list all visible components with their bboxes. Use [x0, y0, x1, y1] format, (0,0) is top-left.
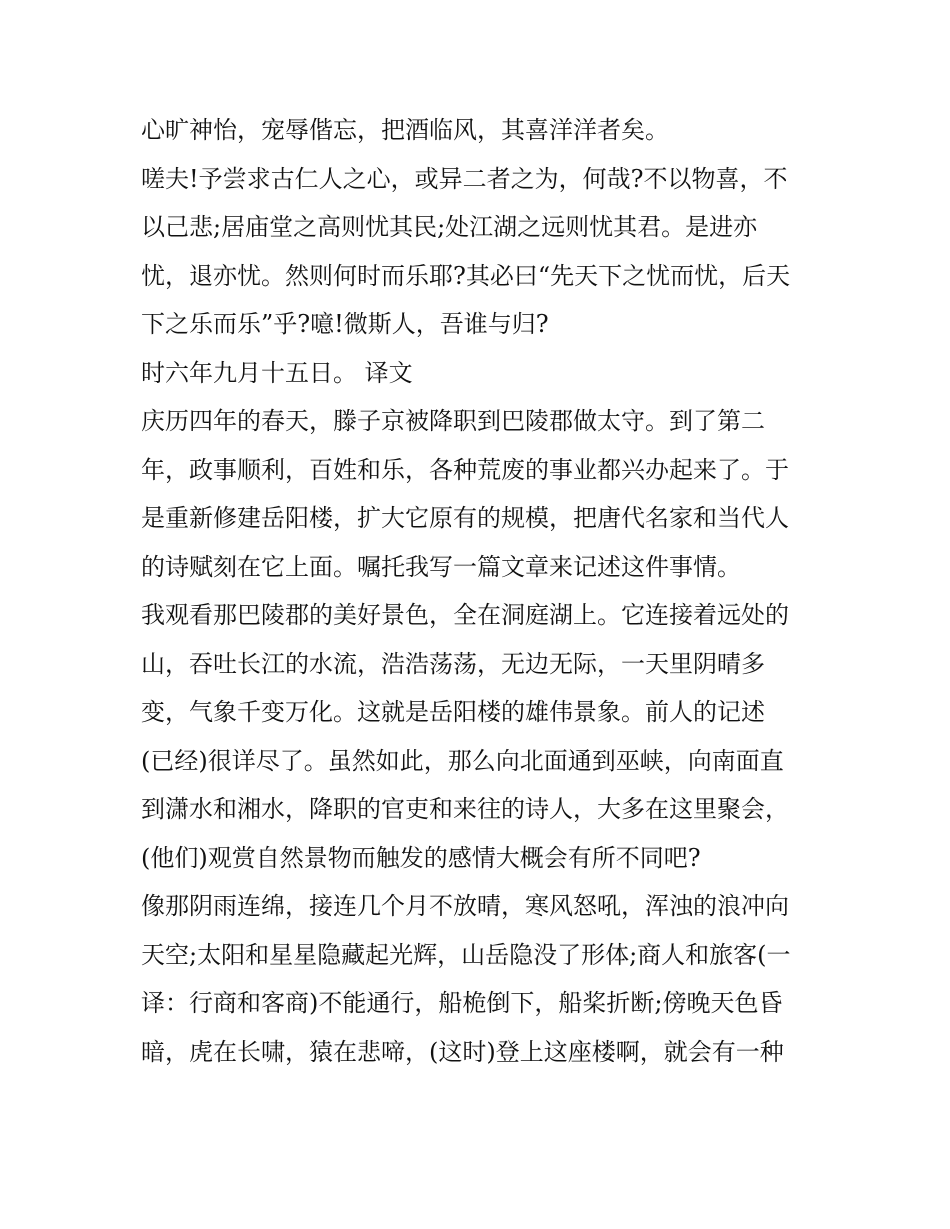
text-line: 我观看那巴陵郡的美好景色，全在洞庭湖上。它连接着远处的 [141, 601, 789, 629]
text-line: 暗，虎在长啸，猿在悲啼，(这时)登上这座楼啊，就会有一种 [141, 1037, 784, 1066]
text-line: 庆历四年的春天，滕子京被降职到巴陵郡做太守。到了第二 [141, 407, 765, 435]
text-line: 到潇水和湘水，降职的官吏和来往的诗人，大多在这里聚会， [141, 795, 789, 823]
text-line: 心旷神怡，宠辱偕忘，把酒临风，其喜洋洋者矣。 [141, 116, 669, 144]
text-line: 变，气象千变万化。这就是岳阳楼的雄伟景象。前人的记述 [141, 698, 765, 726]
text-line: 时六年九月十五日。 译文 [141, 358, 413, 387]
text-line: 忧，退亦忧。然则何时而乐耶?其必曰“先天下之忧而忧，后天 [141, 261, 791, 290]
text-line: 山，吞吐长江的水流，浩浩荡荡，无边无际，一天里阴晴多 [141, 649, 765, 678]
text-line: 是重新修建岳阳楼，扩大它原有的规模，把唐代名家和当代人 [141, 504, 789, 532]
text-line: (他们)观赏自然景物而触发的感情大概会有所不同吧? [141, 843, 701, 872]
text-line: 年，政事顺利，百姓和乐，各种荒废的事业都兴办起来了。于 [141, 455, 789, 484]
text-line: 以己悲;居庙堂之高则忧其民;处江湖之远则忧其君。是进亦 [141, 213, 758, 241]
text-line: (已经)很详尽了。虽然如此，那么向北面通到巫峡，向南面直 [141, 746, 784, 775]
text-line: 嗟夫!予尝求古仁人之心，或异二者之为，何哉?不以物喜，不 [141, 164, 788, 193]
text-line: 天空;太阳和星星隐藏起光辉，山岳隐没了形体;商人和旅客(一 [141, 940, 791, 969]
text-line: 像那阴雨连绵，接连几个月不放晴，寒风怒吼，浑浊的浪冲向 [141, 892, 789, 920]
body-text [141, 106, 831, 1076]
text-line: 下之乐而乐”乎?噫!微斯人，吾谁与归? [141, 310, 549, 338]
text-line: 的诗赋刻在它上面。嘱托我写一篇文章来记述这件事情。 [141, 552, 741, 581]
text-line: 译：行商和客商)不能通行，船桅倒下，船桨折断;傍晚天色昏 [141, 989, 783, 1017]
